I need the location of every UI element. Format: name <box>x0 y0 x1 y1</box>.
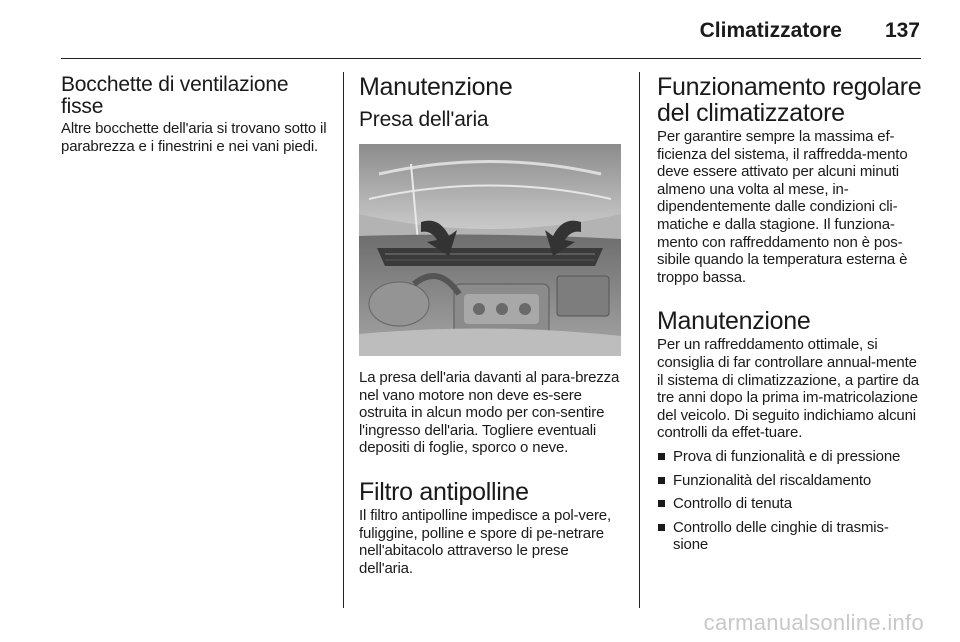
column-2 <box>359 74 623 577</box>
subheading-air-intake: Presa dell'aria <box>359 108 489 131</box>
header-rule <box>61 58 921 59</box>
regular-operation-text: Per garantire sempre la massima ef-ficienza del sistema, il raffredda-mento deve essere attivato per alcuni minuti almeno una volta al mese, in-dipendentemente dalle condizioni cli-matiche e dalla stagione. Il funziona-mento con raffreddamento non è pos-sibile quando la temperatura esterna è troppo bassa. <box>657 128 908 286</box>
section-heading-maintenance: Manutenzione <box>359 73 513 101</box>
column-divider-2 <box>639 72 640 608</box>
watermark: carmanualsonline.info <box>703 610 924 635</box>
page-header <box>0 16 960 48</box>
fixed-vents-text: Altre bocchette dell'aria si trovano sotto il parabrezza e i finestrini e nei vani piedi. <box>61 120 327 155</box>
section-heading-pollen-filter: Filtro antipolline <box>359 477 529 506</box>
page-number: 137 <box>884 19 920 42</box>
section-heading-maintenance-ac: Manutenzione <box>657 307 811 336</box>
list-item: Controllo delle cinghie di trasmis-sione <box>657 519 923 554</box>
running-title: Climatizzatore <box>699 19 842 42</box>
section-heading-fixed-vents: Bocchette di ventilazione fisse <box>61 73 289 118</box>
column-divider-1 <box>343 72 344 608</box>
column-1 <box>61 74 331 155</box>
maintenance-ac-text: Per un raffreddamento ottimale, si consiglia di far controllare annual-mente il sistema di climatizzazione, a partire da tre anni dopo la prima im-matricolazione del veicolo. Di seguito indichiamo alcuni controlli da effet-tuare. <box>657 336 919 442</box>
list-item: Prova di funzionalità e di pressione <box>657 448 923 466</box>
list-item: Funzionalità del riscaldamento <box>657 472 923 490</box>
section-heading-regular-operation: Funzionamento regolare del climatizzatore <box>657 73 922 127</box>
pollen-filter-text: Il filtro antipolline impedisce a pol-vere, fuliggine, polline e spore di pe-netrare nell'abitacolo attraverso le prese dell'aria. <box>359 506 612 577</box>
engine-bay-photo <box>359 144 621 356</box>
check-list <box>657 448 923 554</box>
column-3 <box>657 74 923 560</box>
air-intake-text: La presa dell'aria davanti al para-brezza nel vano motore non deve es-sere ostruita in alcun modo per con-sentire l'ingresso dell'aria. Togliere eventuali depositi di foglie, sporco o neve. <box>359 369 620 457</box>
list-item: Controllo di tenuta <box>657 495 923 513</box>
